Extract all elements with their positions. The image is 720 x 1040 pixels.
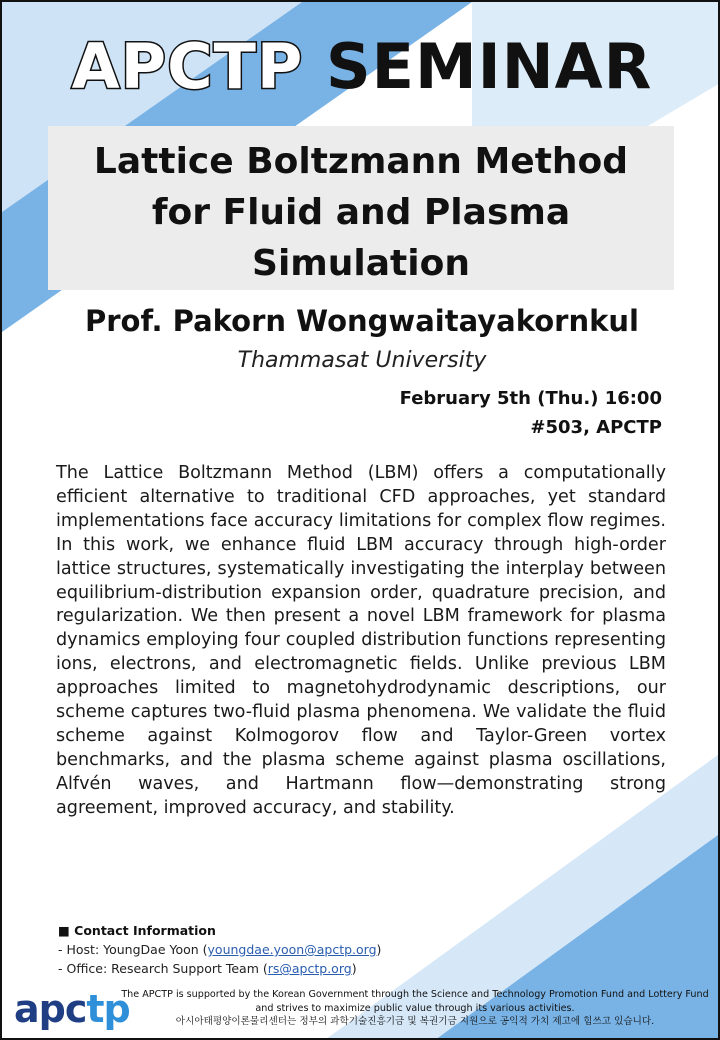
abstract-text: The Lattice Boltzmann Method (LBM) offers a computationally efficient alternative to traditional CFD approaches, yet standard implementations face accuracy limitations for complex flow regimes. In this work, we enhance fluid LBM accuracy through high-order lattice structures, systematically investigating the interplay between equilibrium-distribution expansion order, quadrature precision, and regularization. We then present a novel LBM framework for plasma dynamics employing four coupled distribution functions representing ions, electrons, and electromagnetic fields. Unlike previous LBM approaches limited to magnetohydrodynamic descriptions, our scheme captures two-fluid plasma phenomena. We validate the fluid scheme against Kolmogorov flow and Taylor-Green vortex benchmarks, and the plasma scheme against plasma oscillations, Alfvén waves, and Hartmann flow—demonstrating strong agreement, improved accuracy, and stability. [56,463,666,818]
speaker-name: Prof. Pakorn Wongwaitayakornkul [85,304,639,338]
seminar-datetime: February 5th (Thu.) 16:00 [399,388,662,409]
schedule [400,384,662,442]
title-apctp: APCTP [71,30,304,103]
support-statement [110,988,720,1029]
contact-host [58,940,381,959]
support-english-2: and strives to maximize public value through its various activities. [255,1002,575,1014]
host-label: - Host: YoungDae Yoon ( [58,942,208,957]
seminar-title [2,30,720,103]
host-close: ) [376,942,382,957]
host-email-link[interactable]: youngdae.yoon@apctp.org [207,942,377,957]
speaker-affiliation: Thammasat University [237,348,487,373]
logo-text-tp: tp [86,987,130,1031]
contact-office [58,959,381,978]
talk-title-line: for Fluid and Plasma [151,192,571,233]
title-seminar: SEMINAR [325,30,653,103]
talk-title [48,136,674,289]
contact-info [58,921,381,978]
support-korean: 아시아태평양이론물리센터는 정부의 과학기술진흥기금 및 복권기금 지원으로 공익적 가치 제고에 힘쓰고 있습니다. [175,1016,655,1027]
talk-title-box [48,126,674,290]
office-label: - Office: Research Support Team ( [58,961,268,976]
talk-title-line: Lattice Boltzmann Method [93,141,629,182]
talk-title-line: Simulation [252,243,470,284]
logo-text-apc: apc [14,987,87,1031]
contact-heading: ■ Contact Information [58,923,216,938]
office-email-link[interactable]: rs@apctp.org [267,961,352,976]
office-close: ) [351,961,357,976]
support-english-1: The APCTP is supported by the Korean Government through the Science and Technology Promotion Fund and Lottery Fund [121,989,709,1000]
seminar-location: #503, APCTP [530,417,662,438]
